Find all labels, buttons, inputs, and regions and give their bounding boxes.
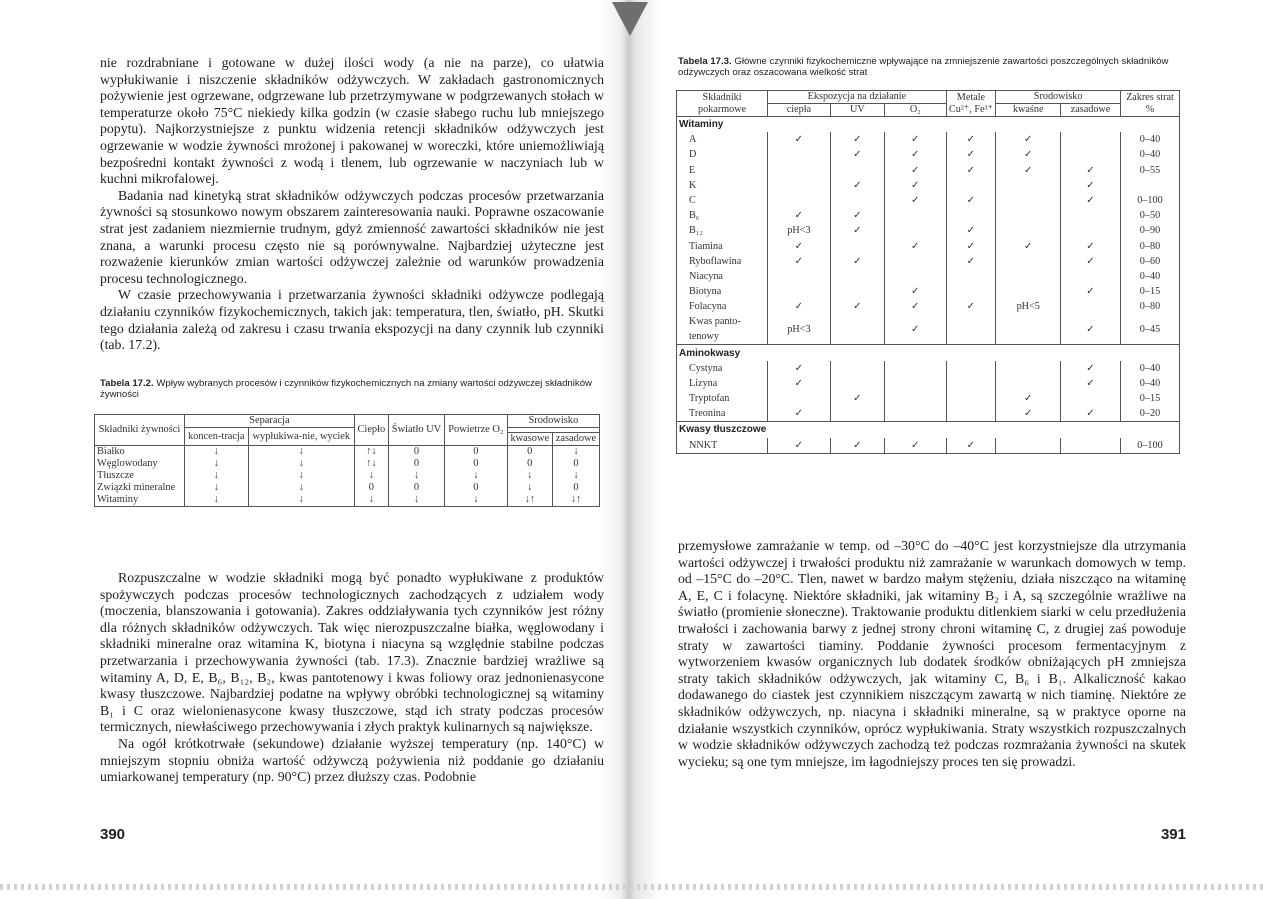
table-cell (946, 178, 996, 193)
table-cell: ✓ (768, 239, 830, 254)
group-environment: Środowisko (996, 91, 1121, 104)
table-cell: ✓ (830, 438, 884, 454)
table-cell (768, 178, 830, 193)
table-cell (946, 406, 996, 422)
row-label: Folacyna (677, 299, 768, 314)
table-row (677, 193, 1180, 208)
table-cell (885, 406, 947, 422)
table-cell: ✓ (768, 376, 830, 391)
table-cell: ✓ (768, 361, 830, 376)
table-cell: ✓ (830, 299, 884, 314)
paragraph: Na ogół krótkotrwałe (sekundowe) działanie wyższej temperatury (np. 140°C) w mniejszym stopniu obniża wartość odżywczą pożywienia niż poddanie go działaniu umiarkowanej temperatury (np. 90°C) przez dłuższy czas. Podobnie (100, 735, 604, 785)
table-cell: ✓ (885, 438, 947, 454)
group-title: Witaminy (677, 117, 1180, 133)
table-row (677, 376, 1180, 391)
table-row (677, 299, 1180, 314)
table-cell (830, 239, 884, 254)
col-o2: O₂ (885, 104, 947, 117)
row-label: Kwas panto-tenowy (677, 314, 768, 345)
table-cell: ✓ (830, 208, 884, 223)
table-cell: ↓ (184, 458, 248, 470)
loss-range-cell: 0–50 (1120, 208, 1179, 223)
table-17-3 (676, 90, 1180, 454)
table-cell: ↓ (184, 482, 248, 494)
table-cell: 0 (507, 458, 552, 470)
table-cell (946, 376, 996, 391)
table-group-row (677, 422, 1180, 438)
table-cell: ↓↑ (552, 494, 599, 507)
table-cell: ↑↓ (354, 446, 388, 459)
table-cell: ✓ (946, 147, 996, 162)
table-cell (946, 361, 996, 376)
left-page (97, 0, 604, 899)
table-cell: ✓ (885, 147, 947, 162)
group-separation: Separacja (184, 415, 354, 428)
table-row (95, 446, 600, 459)
table-cell: ✓ (1061, 163, 1121, 178)
table-group-row (677, 117, 1180, 133)
row-label: D (677, 147, 768, 162)
table-cell: ✓ (946, 163, 996, 178)
table-group-row (677, 345, 1180, 361)
left-bottom-text (100, 570, 604, 786)
caption-text: Główne czynniki fizykochemiczne wpływające na zmniejszenie zawartości poszczególnych składników odżywczych oraz oszacowana wielkość strat (678, 56, 1169, 79)
group-title: Aminokwasy (677, 345, 1180, 361)
table-cell (996, 254, 1061, 269)
table-cell: ✓ (768, 254, 830, 269)
table-cell: pH<5 (996, 299, 1061, 314)
table-cell: ↓ (552, 446, 599, 459)
table-17-2-body (95, 446, 600, 507)
loss-range-cell: 0–100 (1120, 438, 1179, 454)
table-cell: ✓ (946, 239, 996, 254)
table-cell: ↓ (248, 482, 354, 494)
table-cell: ✓ (830, 223, 884, 238)
table-cell: ↓ (184, 494, 248, 507)
table-cell: ✓ (996, 391, 1061, 406)
col-light: Światło UV (388, 415, 444, 446)
table-cell: pH<3 (768, 223, 830, 238)
table-cell: 0 (388, 446, 444, 459)
table-17-3-body (677, 117, 1180, 454)
table-cell: ✓ (1061, 284, 1121, 299)
table-cell (830, 314, 884, 345)
table-cell (946, 269, 996, 284)
loss-range-cell: 0–60 (1120, 254, 1179, 269)
table-cell: ✓ (768, 208, 830, 223)
table-row (95, 470, 600, 482)
loss-range-cell: 0–90 (1120, 223, 1179, 238)
table-cell (996, 193, 1061, 208)
table-cell: ↓ (248, 494, 354, 507)
table-17-3-caption (678, 56, 1188, 79)
loss-range-cell: 0–15 (1120, 391, 1179, 406)
table-cell: ✓ (946, 132, 996, 147)
table-cell: ✓ (885, 314, 947, 345)
table-cell: ↓ (507, 482, 552, 494)
col-air: Powietrze O₂ (445, 415, 507, 446)
group-exposure: Ekspozycja na działanie (768, 91, 946, 104)
loss-range-cell: 0–40 (1120, 376, 1179, 391)
row-label: B₁₂ (677, 223, 768, 238)
table-cell (1061, 299, 1121, 314)
caption-label: Tabela 17.2. (100, 378, 154, 389)
row-label: Tłuszcze (95, 470, 185, 482)
table-cell: ✓ (768, 438, 830, 454)
table-cell: 0 (354, 482, 388, 494)
caption-label: Tabela 17.3. (678, 56, 732, 67)
col-acidic: kwaśne (996, 104, 1061, 117)
table-cell (830, 284, 884, 299)
table-cell (996, 376, 1061, 391)
row-label: B₆ (677, 208, 768, 223)
table-cell: ✓ (1061, 406, 1121, 422)
table-cell: 0 (507, 446, 552, 459)
table-cell (885, 208, 947, 223)
table-cell: ✓ (996, 163, 1061, 178)
row-label: Treonina (677, 406, 768, 422)
table-row (95, 458, 600, 470)
right-page (676, 0, 1188, 899)
table-cell: ↓ (388, 494, 444, 507)
row-label: Węglowodany (95, 458, 185, 470)
table-cell: ↓↑ (507, 494, 552, 507)
table-cell: ✓ (1061, 239, 1121, 254)
table-cell (996, 269, 1061, 284)
row-label: K (677, 178, 768, 193)
col-concentration: koncen-tracja (184, 428, 248, 446)
table-cell (768, 147, 830, 162)
table-cell: ✓ (946, 254, 996, 269)
table-cell: ✓ (996, 406, 1061, 422)
table-cell (1061, 208, 1121, 223)
table-cell (996, 208, 1061, 223)
table-cell: ✓ (996, 132, 1061, 147)
col-leaching: wypłukiwa-nie, wyciek (248, 428, 354, 446)
table-cell: ✓ (885, 178, 947, 193)
table-cell: ↓ (445, 470, 507, 482)
table-cell: ↓ (184, 470, 248, 482)
table-cell (996, 284, 1061, 299)
table-cell: ✓ (885, 193, 947, 208)
row-label: Tryptofan (677, 391, 768, 406)
table-row (677, 361, 1180, 376)
table-cell (1061, 132, 1121, 147)
table-17-2 (94, 414, 600, 507)
right-bottom-text (678, 538, 1186, 770)
table-cell: ✓ (885, 132, 947, 147)
table-cell (885, 391, 947, 406)
table-cell: ✓ (946, 299, 996, 314)
table-row (677, 223, 1180, 238)
table-cell (830, 406, 884, 422)
table-row (677, 391, 1180, 406)
table-cell: ✓ (885, 284, 947, 299)
table-cell: 0 (445, 458, 507, 470)
table-cell (830, 193, 884, 208)
row-label: Witaminy (95, 494, 185, 507)
table-cell: ✓ (830, 147, 884, 162)
table-cell: ✓ (768, 406, 830, 422)
group-environment: Środowisko (507, 415, 599, 428)
table-cell: ↓ (248, 458, 354, 470)
row-label: Tiamina (677, 239, 768, 254)
loss-range-cell (1120, 178, 1179, 193)
table-row (677, 132, 1180, 147)
group-title: Kwasy tłuszczowe (677, 422, 1180, 438)
paragraph: Badania nad kinetyką strat składników odżywczych podczas procesów przetwarzania żywności są stosunkowo nowym obszarem zainteresowania nauki. Poprawne oszacowanie strat jest zadaniem niezmiernie trudnym, gdyż zmienność zawartości składników nie jest znana, a warunki procesu często nie są porównywalne. Najbardziej użyteczne jest rozważenie kierunków zmian wartości odżywczej zależnie od warunków prowadzenia procesu technologicznego. (100, 187, 604, 286)
table-cell: ✓ (768, 299, 830, 314)
row-label: NNKT (677, 438, 768, 454)
table-cell (768, 163, 830, 178)
table-cell (885, 223, 947, 238)
table-row (677, 438, 1180, 454)
table-17-2-caption (100, 378, 610, 401)
table-cell (768, 284, 830, 299)
table-cell: ✓ (768, 132, 830, 147)
table-cell: ✓ (830, 132, 884, 147)
loss-range-cell: 0–55 (1120, 163, 1179, 178)
table-cell: ✓ (946, 223, 996, 238)
table-cell: ↓ (354, 494, 388, 507)
row-label: Białko (95, 446, 185, 459)
loss-range-cell: 0–15 (1120, 284, 1179, 299)
row-label: Biotyna (677, 284, 768, 299)
table-cell: ✓ (946, 438, 996, 454)
table-cell (830, 163, 884, 178)
loss-range-cell: 0–40 (1120, 361, 1179, 376)
loss-range-cell: 0–20 (1120, 406, 1179, 422)
table-cell: pH<3 (768, 314, 830, 345)
row-label: Cystyna (677, 361, 768, 376)
table-cell: ↓ (388, 470, 444, 482)
col-component: Składniki żywności (95, 415, 185, 446)
page-number-left: 390 (100, 826, 126, 843)
col-acidic: kwasowe (507, 433, 552, 446)
loss-range-cell: 0–80 (1120, 299, 1179, 314)
left-top-text (100, 55, 604, 354)
row-label: A (677, 132, 768, 147)
table-cell: ↓ (248, 470, 354, 482)
loss-range-cell: 0–45 (1120, 314, 1179, 345)
book-gutter-shadow (600, 0, 660, 899)
paragraph: nie rozdrabniane i gotowane w dużej ilości wody (a nie na parze), co ułatwia wypłukiwanie i niszczenie składników odżywczych. W zakładach gastronomicznych pożywienie jest ogrzewane, odgrzewane lub przetrzymywane w podgrzewanych stołach w temperaturze około 75°C niekiedy kilka godzin (w czasie słabego ruchu lub mniejszego popytu). Najkorzystniejsze z punktu widzenia retencji składników odżywczych jest ogrzewanie w wodzie żywności mrożonej i pakowanej w woreczki, które uniemożliwiają bezpośredni kontakt żywności z wodą i tlenem, lub ogrzewanie w naczyniach lub w kuchni mikrofalowej. (100, 55, 604, 187)
table-cell: ✓ (1061, 178, 1121, 193)
table-cell: ✓ (1061, 254, 1121, 269)
table-cell: ↓ (507, 470, 552, 482)
table-row (677, 147, 1180, 162)
table-cell: ✓ (885, 299, 947, 314)
table-cell (946, 284, 996, 299)
table-cell: 0 (552, 482, 599, 494)
caption-text: Wpływ wybranych procesów i czynników fizykochemicznych na zmiany wartości odżywczej składników żywności (100, 378, 592, 401)
table-cell: ✓ (1061, 361, 1121, 376)
loss-range-cell: 0–40 (1120, 147, 1179, 162)
table-cell: 0 (552, 458, 599, 470)
col-metals: Metale Cu²⁺, Fe³⁺ (946, 91, 996, 117)
table-cell: ✓ (830, 178, 884, 193)
table-cell: ↓ (248, 446, 354, 459)
loss-range-cell: 0–40 (1120, 132, 1179, 147)
loss-range-cell: 0–80 (1120, 239, 1179, 254)
table-row (677, 406, 1180, 422)
table-cell (996, 438, 1061, 454)
table-cell (885, 254, 947, 269)
table-cell (885, 361, 947, 376)
table-cell (946, 208, 996, 223)
table-row (677, 239, 1180, 254)
loss-range-cell: 0–40 (1120, 269, 1179, 284)
table-cell (885, 376, 947, 391)
table-cell: ✓ (1061, 376, 1121, 391)
table-row (677, 269, 1180, 284)
table-cell: 0 (445, 482, 507, 494)
col-alkaline: zasadowe (1061, 104, 1121, 117)
binding-clip (612, 2, 648, 36)
page-number-right: 391 (1160, 826, 1186, 843)
col-alkaline: zasadowe (552, 433, 599, 446)
row-label: Związki mineralne (95, 482, 185, 494)
table-cell: ↓ (552, 470, 599, 482)
col-component: Składniki pokarmowe (677, 91, 768, 117)
table-cell: ↑↓ (354, 458, 388, 470)
table-row (677, 254, 1180, 269)
col-uv: UV (830, 104, 884, 117)
col-range: Zakres strat % (1120, 91, 1179, 117)
table-cell (1061, 438, 1121, 454)
table-cell (768, 269, 830, 284)
table-cell: ✓ (885, 163, 947, 178)
table-cell (996, 361, 1061, 376)
row-label: C (677, 193, 768, 208)
table-cell: 0 (388, 458, 444, 470)
table-cell: ✓ (996, 147, 1061, 162)
table-cell (885, 269, 947, 284)
table-cell: ✓ (996, 239, 1061, 254)
table-cell (946, 314, 996, 345)
table-cell: ✓ (946, 193, 996, 208)
paragraph: W czasie przechowywania i przetwarzania żywności składniki odżywcze podlegają działaniu czynników fizykochemicznych, takich jak: temperatura, tlen, światło, pH. Skutki tego działania zależą od zakresu i czasu trwania ekspozycji na dany czynnik lub czynniki (tab. 17.2). (100, 287, 604, 353)
table-row (677, 178, 1180, 193)
table-cell (768, 391, 830, 406)
table-row (95, 482, 600, 494)
table-row (677, 284, 1180, 299)
table-row (677, 208, 1180, 223)
table-cell: ✓ (830, 391, 884, 406)
table-cell (1061, 269, 1121, 284)
row-label: E (677, 163, 768, 178)
table-cell (830, 269, 884, 284)
table-cell: ✓ (885, 239, 947, 254)
table-cell: ↓ (184, 446, 248, 459)
paragraph: Rozpuszczalne w wodzie składniki mogą być ponadto wypłukiwane z produktów spożywczych podczas procesów technologicznych zachodzących z udziałem wody (moczenia, blanszowania i gotowania). Zakres oddziaływania tych czynników jest różny dla różnych składników odżywczych. Tak więc nierozpuszczalne białka, węglowodany i składniki mineralne oraz witamina K, biotyna i niacyna są względnie stabilne podczas przetwarzania i przechowywania żywności (tab. 17.3). Znacznie bardziej wrażliwe są witaminy A, D, E, B₆, B₁₂, B₂, kwas pantotenowy i kwas foliowy oraz jednonienasycone kwasy tłuszczowe. Najbardziej podatne na wpływy obróbki technologicznej są witaminy B₁ i C oraz wielonienasycone kwasy tłuszczowe, stąd ich straty podczas procesów termicznych, niewłaściwego przechowywania i złych praktyk kulinarnych są największe. (100, 570, 604, 735)
table-cell (768, 193, 830, 208)
table-cell: ✓ (1061, 193, 1121, 208)
table-cell (996, 223, 1061, 238)
row-label: Lizyna (677, 376, 768, 391)
col-heat: ciepła (768, 104, 830, 117)
table-cell (996, 178, 1061, 193)
row-label: Niacyna (677, 269, 768, 284)
table-cell: 0 (445, 446, 507, 459)
table-cell: ↓ (445, 494, 507, 507)
col-heat: Ciepło (354, 415, 388, 446)
table-row (95, 494, 600, 507)
paragraph: przemysłowe zamrażanie w temp. od –30°C do –40°C jest korzystniejsze dla utrzymania wartości odżywczej i trwałości produktu niż zamrażanie w warunkach domowych w temp. od –15°C do –20°C. Tlen, nawet w bardzo małym stężeniu, działa niszcząco na witaminę A, E, C i folacynę. Niektóre składniki, jak witaminy B₂ i A, są szczególnie wrażliwe na światło (promienie słoneczne). Traktowanie produktu ditlenkiem siarki w celu przedłużenia trwałości i zachowania barwy z jednej strony chroni witaminę C, z drugiej zaś powoduje straty w zawartości tiaminy. Poddanie żywności procesom fermentacyjnym z wytworzeniem kwasów organicznych lub dodatek środków obniżających pH zmniejsza straty takich składników odżywczych, jak witaminy C, B₆ i B₁. Alkaliczność kakao dodawanego do ciastek jest czynnikiem niszczącym zawartą w nich tiaminę. Niektóre ze składników odżywczych, np. niacyna i składniki mineralne, są w praktyce oporne na działanie wszystkich czynników, oprócz wypłukiwania. Straty wszystkich rozpuszczalnych w wodzie składników odżywczych zachodzą też podczas rozmrażania żywności na skutek wycieku; są one tym mniejsze, im łagodniejszy proces ten się prowadzi. (678, 538, 1186, 769)
table-row (677, 314, 1180, 345)
table-cell: ↓ (354, 470, 388, 482)
table-cell (946, 391, 996, 406)
table-row (677, 163, 1180, 178)
table-cell (1061, 223, 1121, 238)
table-cell: ✓ (1061, 314, 1121, 345)
loss-range-cell: 0–100 (1120, 193, 1179, 208)
table-cell (830, 376, 884, 391)
table-cell (996, 314, 1061, 345)
table-cell: ✓ (830, 254, 884, 269)
table-cell (1061, 147, 1121, 162)
table-cell (1061, 391, 1121, 406)
table-cell: 0 (388, 482, 444, 494)
row-label: Ryboflawina (677, 254, 768, 269)
table-cell (830, 361, 884, 376)
